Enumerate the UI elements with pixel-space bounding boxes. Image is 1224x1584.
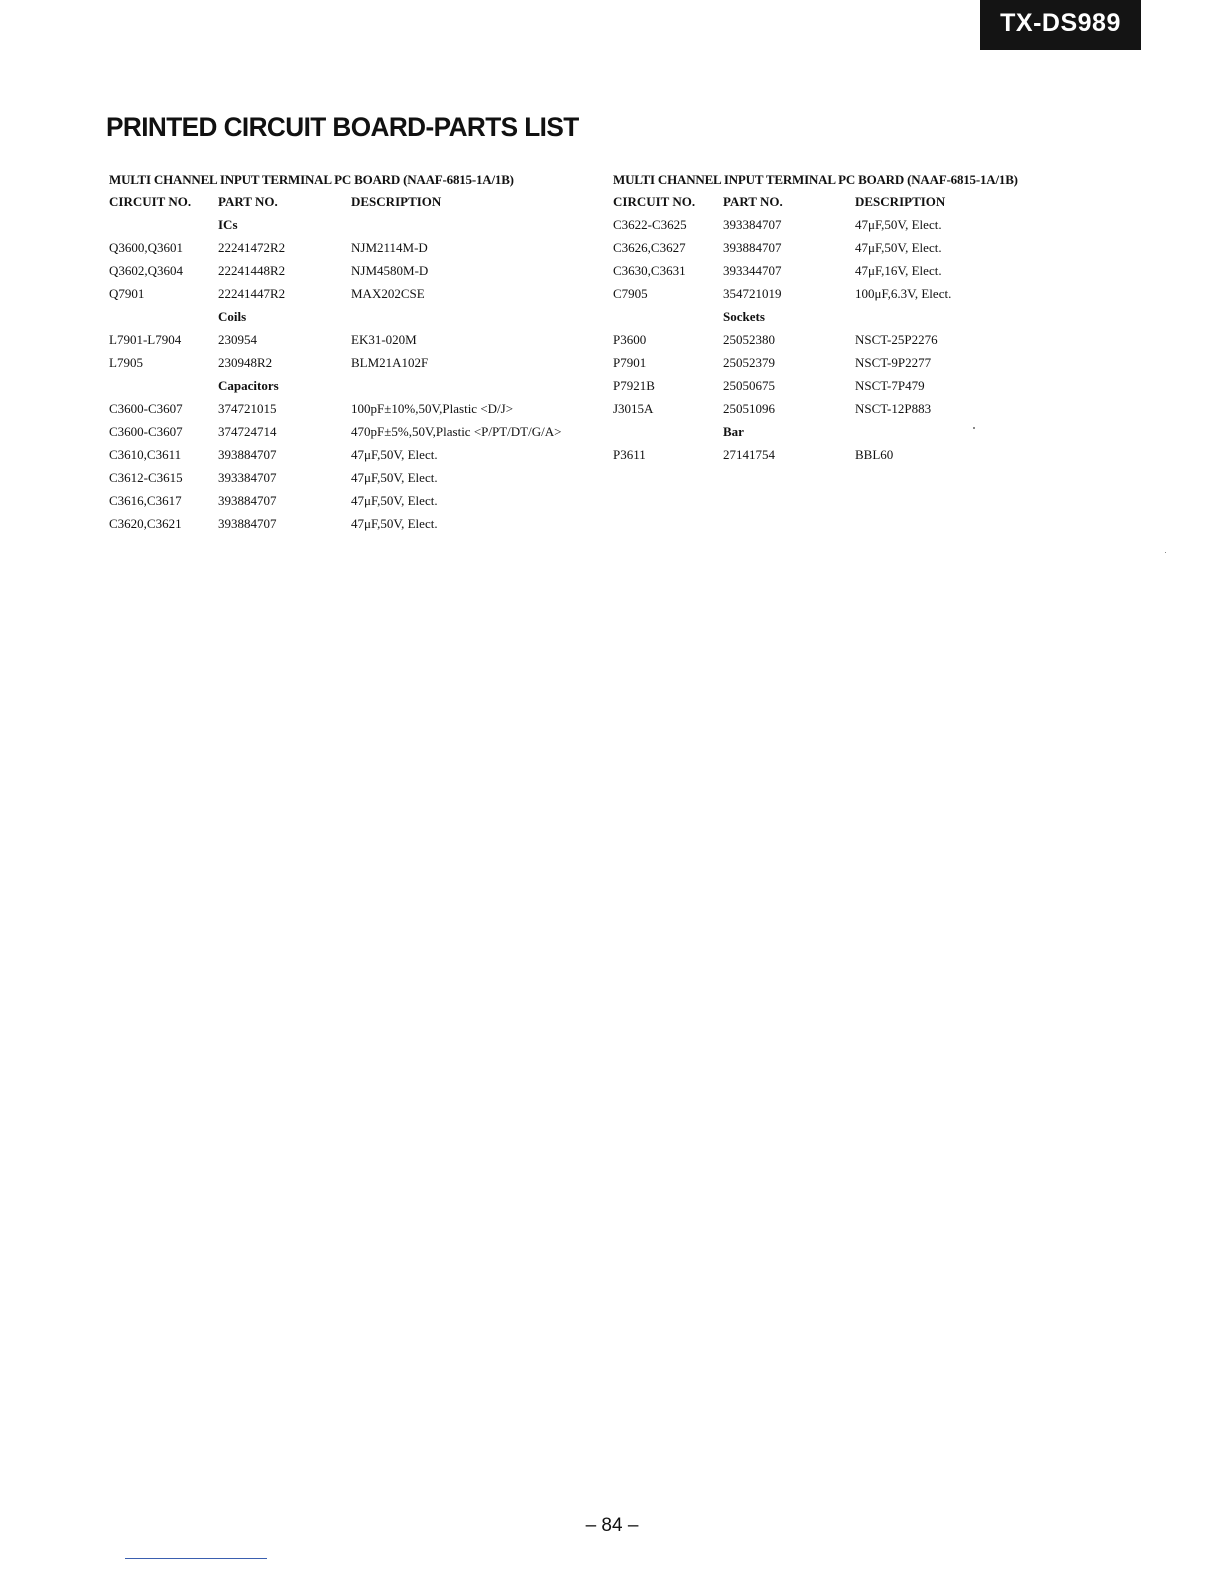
circuit-no: Q7901 — [109, 286, 145, 301]
description: 47μF,50V, Elect. — [351, 470, 438, 485]
description: 47μF,50V, Elect. — [351, 516, 438, 531]
column-headers — [109, 193, 599, 216]
part-no: 393384707 — [218, 470, 277, 485]
part-no: 393384707 — [723, 217, 782, 232]
part-no: 393884707 — [218, 493, 277, 508]
board-title: MULTI CHANNEL INPUT TERMINAL PC BOARD (NAAF-6815-1A/1B) — [109, 172, 514, 187]
circuit-no: C3600-C3607 — [109, 401, 183, 416]
part-no: 25052379 — [723, 355, 775, 370]
group-label: Capacitors — [218, 378, 279, 393]
parts-row — [109, 515, 599, 538]
part-no: 22241447R2 — [218, 286, 286, 301]
part-no: 22241472R2 — [218, 240, 286, 255]
circuit-no: C3616,C3617 — [109, 493, 182, 508]
parts-list-right — [613, 171, 1093, 469]
circuit-no: Q3600,Q3601 — [109, 240, 184, 255]
parts-row — [109, 423, 599, 446]
circuit-no: J3015A — [613, 401, 654, 416]
circuit-no: C3622-C3625 — [613, 217, 687, 232]
part-no: 393344707 — [723, 263, 782, 278]
parts-list-left — [109, 171, 599, 538]
circuit-no: C3610,C3611 — [109, 447, 182, 462]
description: MAX202CSE — [351, 286, 425, 301]
description: BBL60 — [855, 447, 894, 462]
part-no: 25052380 — [723, 332, 775, 347]
description: 470pF±5%,50V,Plastic <P/PT/DT/G/A> — [351, 424, 562, 439]
description: NSCT-7P479 — [855, 378, 925, 393]
parts-row — [109, 262, 599, 285]
group-label: Coils — [218, 309, 247, 324]
part-no: 22241448R2 — [218, 263, 286, 278]
header-part-no: PART NO. — [723, 194, 783, 209]
parts-row — [613, 331, 1093, 354]
footer-rule — [125, 1558, 267, 1559]
header-description: DESCRIPTION — [351, 194, 442, 209]
description: 47μF,50V, Elect. — [351, 447, 438, 462]
circuit-no: P3600 — [613, 332, 647, 347]
board-title: MULTI CHANNEL INPUT TERMINAL PC BOARD (NAAF-6815-1A/1B) — [613, 172, 1018, 187]
part-no: 27141754 — [723, 447, 775, 462]
group-heading — [613, 423, 1093, 446]
parts-row — [109, 492, 599, 515]
part-no: 354721019 — [723, 286, 782, 301]
description: NSCT-9P2277 — [855, 355, 932, 370]
circuit-no: P7921B — [613, 378, 655, 393]
parts-row — [613, 377, 1093, 400]
description: EK31-020M — [351, 332, 417, 347]
parts-rows — [109, 216, 599, 538]
parts-row — [109, 285, 599, 308]
group-label: Bar — [723, 424, 744, 439]
part-no: 393884707 — [723, 240, 782, 255]
description: 47μF,16V, Elect. — [855, 263, 942, 278]
part-no: 374721015 — [218, 401, 277, 416]
description: BLM21A102F — [351, 355, 429, 370]
part-no: 374724714 — [218, 424, 277, 439]
group-heading — [109, 216, 599, 239]
parts-row — [109, 354, 599, 377]
scan-speck — [973, 427, 975, 429]
parts-row — [613, 354, 1093, 377]
parts-rows — [613, 216, 1093, 469]
parts-row — [109, 239, 599, 262]
description: 47μF,50V, Elect. — [855, 240, 942, 255]
circuit-no: L7901-L7904 — [109, 332, 182, 347]
parts-row — [613, 446, 1093, 469]
circuit-no: P3611 — [613, 447, 646, 462]
parts-row — [613, 285, 1093, 308]
circuit-no: C3630,C3631 — [613, 263, 686, 278]
part-no: 230954 — [218, 332, 257, 347]
parts-row — [613, 400, 1093, 423]
part-no: 25051096 — [723, 401, 775, 416]
description: 47μF,50V, Elect. — [351, 493, 438, 508]
model-badge: TX-DS989 — [980, 0, 1141, 50]
header-circuit-no: CIRCUIT NO. — [613, 194, 696, 209]
group-label: Sockets — [723, 309, 765, 324]
part-no: 25050675 — [723, 378, 775, 393]
group-heading — [109, 308, 599, 331]
parts-row — [109, 400, 599, 423]
part-no: 230948R2 — [218, 355, 273, 370]
circuit-no: L7905 — [109, 355, 143, 370]
circuit-no: C3600-C3607 — [109, 424, 183, 439]
parts-row — [109, 331, 599, 354]
parts-row — [109, 446, 599, 469]
header-description: DESCRIPTION — [855, 194, 946, 209]
circuit-no: C3612-C3615 — [109, 470, 183, 485]
circuit-no: P7901 — [613, 355, 647, 370]
part-no: 393884707 — [218, 447, 277, 462]
header-circuit-no: CIRCUIT NO. — [109, 194, 192, 209]
parts-row — [613, 239, 1093, 262]
page-title: PRINTED CIRCUIT BOARD-PARTS LIST — [106, 112, 579, 142]
part-no: 393884707 — [218, 516, 277, 531]
header-part-no: PART NO. — [218, 194, 278, 209]
circuit-no: Q3602,Q3604 — [109, 263, 184, 278]
group-heading — [613, 308, 1093, 331]
description: 47μF,50V, Elect. — [855, 217, 942, 232]
description: 100pF±10%,50V,Plastic <D/J> — [351, 401, 514, 416]
page-number: – 84 – — [585, 1515, 639, 1536]
circuit-no: C3626,C3627 — [613, 240, 686, 255]
parts-row — [109, 469, 599, 492]
scan-speck — [1165, 552, 1166, 553]
description: NSCT-25P2276 — [855, 332, 938, 347]
description: NJM2114M-D — [351, 240, 428, 255]
column-headers — [613, 193, 1093, 216]
parts-row — [613, 216, 1093, 239]
circuit-no: C7905 — [613, 286, 648, 301]
group-heading — [109, 377, 599, 400]
group-label: ICs — [218, 217, 238, 232]
parts-row — [613, 262, 1093, 285]
description: NSCT-12P883 — [855, 401, 932, 416]
description: NJM4580M-D — [351, 263, 429, 278]
circuit-no: C3620,C3621 — [109, 516, 182, 531]
description: 100μF,6.3V, Elect. — [855, 286, 952, 301]
